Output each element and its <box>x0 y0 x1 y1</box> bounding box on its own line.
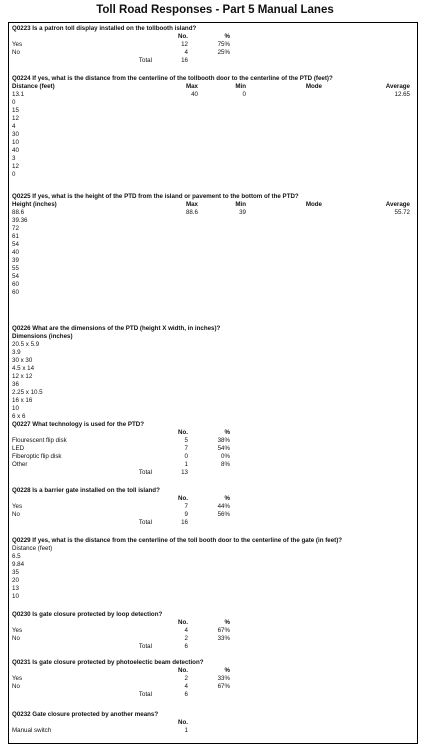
max-value: 40 <box>191 91 198 98</box>
col-no-header: No. <box>178 495 188 502</box>
row-label: No <box>12 635 20 642</box>
row-percent: 33% <box>217 635 230 642</box>
value-item: 10 <box>12 139 19 146</box>
col-no-header: No. <box>178 619 188 626</box>
list-item <box>12 569 414 577</box>
list-item <box>12 115 414 123</box>
list-item <box>12 357 414 365</box>
list-item <box>12 171 414 179</box>
section-q0227 <box>12 421 414 477</box>
value-item: 10 <box>12 405 19 412</box>
list-item <box>12 341 414 349</box>
list-item <box>12 155 414 163</box>
col-pct-header: % <box>224 667 230 674</box>
row-label: No <box>12 683 20 690</box>
row-percent: 75% <box>217 41 230 48</box>
table-row <box>12 461 414 469</box>
list-item <box>12 365 414 373</box>
row-percent: 8% <box>221 461 230 468</box>
section-q0225 <box>12 193 414 297</box>
value-item: 12 <box>12 163 19 170</box>
list-item <box>12 593 414 601</box>
total-row <box>12 57 414 65</box>
row-percent: 38% <box>217 437 230 444</box>
row-label: Manual switch <box>12 727 52 734</box>
row-label: Yes <box>12 503 23 510</box>
list-item <box>12 139 414 147</box>
stats-row <box>12 209 414 217</box>
total-count: 6 <box>184 691 188 698</box>
table-row <box>12 445 414 453</box>
total-count: 16 <box>181 57 188 64</box>
row-label: No <box>12 511 20 518</box>
table-row <box>12 675 414 683</box>
col-no-header: No. <box>178 719 188 726</box>
value-item: 60 <box>12 281 19 288</box>
col-average-header: Average <box>385 201 410 208</box>
value-item: 39.36 <box>12 217 28 224</box>
section-q0232 <box>12 711 414 735</box>
value-item: 0 <box>12 171 16 178</box>
value-item: 10 <box>12 593 19 600</box>
table-row <box>12 727 414 735</box>
value-item: 61 <box>12 233 19 240</box>
value-item: 3 <box>12 155 16 162</box>
value-item: 35 <box>12 569 19 576</box>
col-mode-header: Mode <box>305 83 322 90</box>
table-row <box>12 627 414 635</box>
list-item <box>12 389 414 397</box>
stats-row <box>12 91 414 99</box>
table-row <box>12 41 414 49</box>
col-label-header: Distance (feet) <box>12 83 55 90</box>
col-min-header: Min <box>235 201 246 208</box>
table-row <box>12 437 414 445</box>
list-item <box>12 273 414 281</box>
list-item <box>12 585 414 593</box>
list-item <box>12 553 414 561</box>
row-count: 12 <box>181 41 188 48</box>
table-row <box>12 503 414 511</box>
col-label-header: Distance (feet) <box>12 545 53 552</box>
value-item: 6.5 <box>12 553 21 560</box>
min-value: 39 <box>239 209 246 216</box>
total-label: Total <box>138 469 152 476</box>
value-item: 55 <box>12 265 19 272</box>
section-q0229 <box>12 537 414 601</box>
col-min-header: Min <box>235 83 246 90</box>
row-label: No <box>12 49 20 56</box>
value-item: 9.84 <box>12 561 25 568</box>
total-count: 13 <box>181 469 188 476</box>
total-label: Total <box>138 643 152 650</box>
question-text: Q0226 What are the dimensions of the PTD (height X width, in inches)? <box>12 325 221 332</box>
col-average-header: Average <box>385 83 410 90</box>
table-row <box>12 511 414 519</box>
list-item <box>12 381 414 389</box>
value-item: 40 <box>12 147 19 154</box>
list-item <box>12 397 414 405</box>
page-title: Toll Road Responses - Part 5 Manual Lanes <box>96 4 334 16</box>
question-text: Q0224 If yes, what is the distance from the centerline of the tollbooth door to the centerline of the PTD (feet)? <box>12 75 333 82</box>
list-item <box>12 123 414 131</box>
value-item: 13 <box>12 585 19 592</box>
question-text: Q0227 What technology is used for the PTD? <box>12 421 145 428</box>
total-row <box>12 643 414 651</box>
value-item: 36 <box>12 381 19 388</box>
row-percent: 33% <box>217 675 230 682</box>
col-pct-header: % <box>224 429 230 436</box>
list-item <box>12 163 414 171</box>
question-text: Q0232 Gate closure protected by another means? <box>12 711 159 718</box>
value-item: 12 <box>12 115 19 122</box>
max-value: 88.6 <box>185 209 198 216</box>
table-row <box>12 453 414 461</box>
section-q0224 <box>12 75 414 179</box>
col-no-header: No. <box>178 33 188 40</box>
row-label: Flourescent flip disk <box>12 437 67 444</box>
value-item: 30 x 30 <box>12 357 33 364</box>
list-item <box>12 257 414 265</box>
table-row <box>12 683 414 691</box>
value-item: 30 <box>12 131 19 138</box>
value-item: 16 x 16 <box>12 397 33 404</box>
list-item <box>12 265 414 273</box>
question-text: Q0230 Is gate closure protected by loop detection? <box>12 611 163 618</box>
total-row <box>12 691 414 699</box>
row-count: 2 <box>184 675 188 682</box>
value-item: 4.5 x 14 <box>12 365 35 372</box>
row-count: 7 <box>184 503 188 510</box>
question-text: Q0231 Is gate closure protected by photoelectic beam detection? <box>12 659 204 666</box>
col-pct-header: % <box>224 495 230 502</box>
list-item <box>12 225 414 233</box>
row-percent: 54% <box>217 445 230 452</box>
total-count: 16 <box>181 519 188 526</box>
row-label: Yes <box>12 627 23 634</box>
row-count: 5 <box>184 437 188 444</box>
average-value: 12.65 <box>394 91 410 98</box>
list-item <box>12 373 414 381</box>
row-label: Yes <box>12 41 23 48</box>
value-item: 54 <box>12 241 19 248</box>
list-item <box>12 147 414 155</box>
value-item: 20.5 x 5.9 <box>12 341 40 348</box>
col-max-header: Max <box>185 83 198 90</box>
question-text: Q0228 Is a barrier gate installed on the toll island? <box>12 487 160 494</box>
col-label-header: Height (inches) <box>12 201 57 208</box>
row-percent: 67% <box>217 683 230 690</box>
col-pct-header: % <box>224 619 230 626</box>
total-row <box>12 519 414 527</box>
col-no-header: No. <box>178 429 188 436</box>
total-count: 6 <box>184 643 188 650</box>
list-item <box>12 99 414 107</box>
list-item <box>12 561 414 569</box>
list-item <box>12 577 414 585</box>
table-row <box>12 635 414 643</box>
section-q0223 <box>12 25 414 65</box>
table-row <box>12 49 414 57</box>
row-count: 7 <box>184 445 188 452</box>
list-item <box>12 405 414 413</box>
total-row <box>12 469 414 477</box>
col-pct-header: % <box>224 33 230 40</box>
row-count: 1 <box>184 461 188 468</box>
value-item: 20 <box>12 577 19 584</box>
value-item: 4 <box>12 123 16 130</box>
question-text: Q0225 If yes, what is the height of the PTD from the island or pavement to the bottom of the PTD? <box>12 193 299 200</box>
row-count: 4 <box>184 49 188 56</box>
row-label: Other <box>12 461 28 468</box>
question-text: Q0223 Is a patron toll display installed on the tollbooth island? <box>12 25 197 32</box>
min-value: 0 <box>242 91 246 98</box>
total-label: Total <box>138 57 152 64</box>
list-item <box>12 131 414 139</box>
total-label: Total <box>138 519 152 526</box>
value-item: 13.1 <box>12 91 25 98</box>
row-percent: 56% <box>217 511 230 518</box>
value-item: 54 <box>12 273 19 280</box>
row-label: Yes <box>12 675 23 682</box>
row-count: 9 <box>184 511 188 518</box>
col-mode-header: Mode <box>305 201 322 208</box>
row-percent: 0% <box>221 453 230 460</box>
section-q0230 <box>12 611 414 651</box>
list-item <box>12 241 414 249</box>
row-count: 4 <box>184 683 188 690</box>
value-item: 3.9 <box>12 349 21 356</box>
row-label: Fiberoptic flip disk <box>12 453 62 460</box>
value-item: 60 <box>12 289 19 296</box>
row-count: 4 <box>184 627 188 634</box>
row-count: 0 <box>184 453 188 460</box>
value-item: 15 <box>12 107 19 114</box>
list-item <box>12 217 414 225</box>
list-item <box>12 413 414 421</box>
col-no-header: No. <box>178 667 188 674</box>
list-item <box>12 349 414 357</box>
value-item: 0 <box>12 99 16 106</box>
list-item <box>12 289 414 297</box>
col-max-header: Max <box>185 201 198 208</box>
row-percent: 67% <box>217 627 230 634</box>
total-label: Total <box>138 691 152 698</box>
list-item <box>12 233 414 241</box>
section-q0228 <box>12 487 414 527</box>
row-label: LED <box>12 445 25 452</box>
responses-frame <box>8 22 418 744</box>
value-item: 2.25 x 10.5 <box>12 389 43 396</box>
section-q0231 <box>12 659 414 699</box>
section-q0226 <box>12 325 414 421</box>
row-count: 2 <box>184 635 188 642</box>
value-item: 88.6 <box>12 209 25 216</box>
value-item: 40 <box>12 249 19 256</box>
question-text: Q0229 If yes, what is the distance from the centerline of the toll booth door to the centerline of the gate (in feet)? <box>12 537 343 544</box>
col-label-header: Dimensions (inches) <box>12 333 73 340</box>
value-item: 12 x 12 <box>12 373 33 380</box>
row-count: 1 <box>184 727 188 734</box>
list-item <box>12 249 414 257</box>
value-item: 72 <box>12 225 19 232</box>
average-value: 55.72 <box>394 209 410 216</box>
value-item: 39 <box>12 257 19 264</box>
value-item: 6 x 6 <box>12 413 26 420</box>
row-percent: 25% <box>217 49 230 56</box>
list-item <box>12 281 414 289</box>
row-percent: 44% <box>217 503 230 510</box>
list-item <box>12 107 414 115</box>
